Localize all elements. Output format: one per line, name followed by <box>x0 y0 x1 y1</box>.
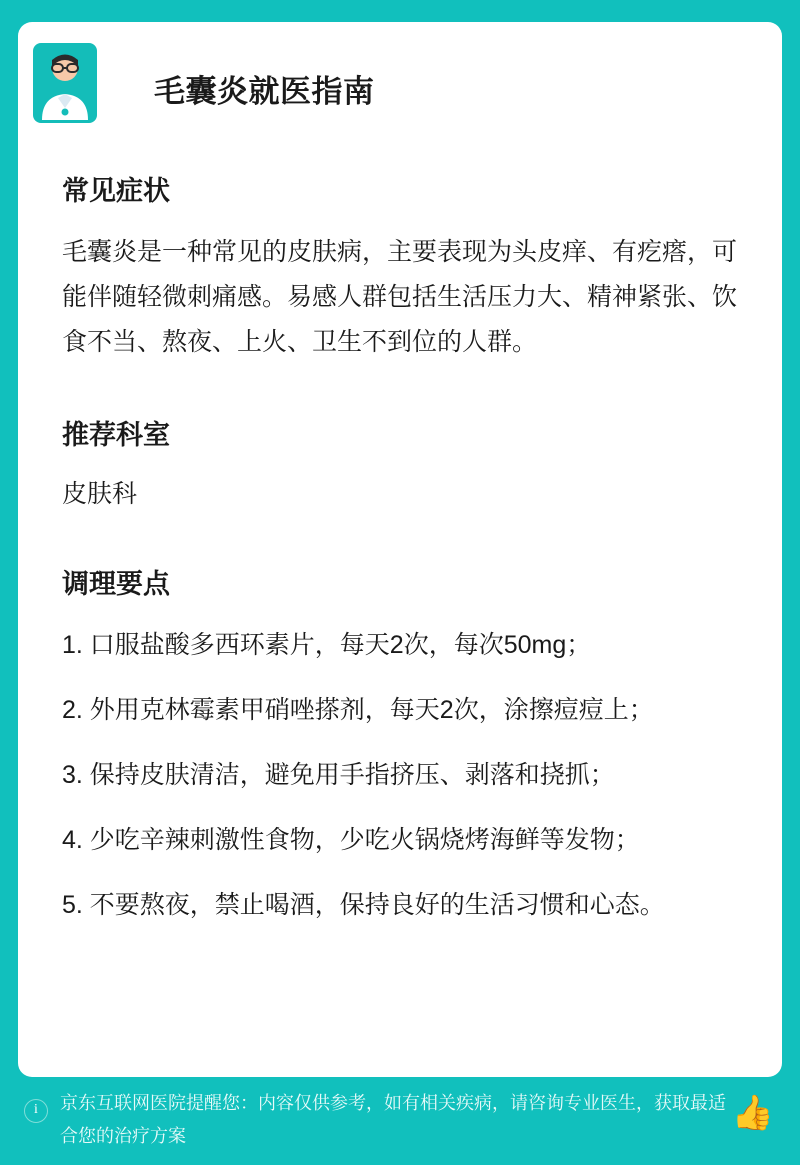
section-text-symptoms: 毛囊炎是一种常见的皮肤病，主要表现为头皮痒、有疙瘩，可能伴随轻微刺痛感。易感人群包括生活压力大、精神紧张、饮食不当、熬夜、上火、卫生不到位的人群。 <box>62 238 738 356</box>
content-card <box>18 22 782 1077</box>
care-points-list <box>62 623 738 928</box>
section-heading-care-points: 调理要点 <box>62 569 170 599</box>
list-item: 5. 不要熬夜，禁止喝酒，保持良好的生活习惯和心态。 <box>62 891 665 919</box>
list-item: 2. 外用克林霉素甲硝唑搽剂，每天2次，涂擦痘痘上； <box>62 696 654 724</box>
footer-disclaimer-bar <box>0 1069 800 1165</box>
list-item: 4. 少吃辛辣刺激性食物，少吃火锅烧烤海鲜等发物； <box>62 826 640 854</box>
section-heading-department: 推荐科室 <box>62 420 170 450</box>
list-item: 3. 保持皮肤清洁，避免用手指挤压、剥落和挠抓； <box>62 761 615 789</box>
list-item: 1. 口服盐酸多西环素片，每天2次，每次50mg； <box>62 631 592 659</box>
page-title: 毛囊炎就医指南 <box>154 74 375 109</box>
info-icon: i <box>24 1099 48 1123</box>
disclaimer-text: 京东互联网医院提醒您：内容仅供参考，如有相关疾病，请咨询专业医生，获取最适合您的治疗方案 <box>60 1093 726 1146</box>
doctor-avatar-icon <box>32 42 98 124</box>
section-heading-symptoms: 常见症状 <box>62 176 170 206</box>
thumbs-up-icon[interactable]: 👍 <box>731 1094 775 1132</box>
section-text-department: 皮肤科 <box>62 480 138 508</box>
